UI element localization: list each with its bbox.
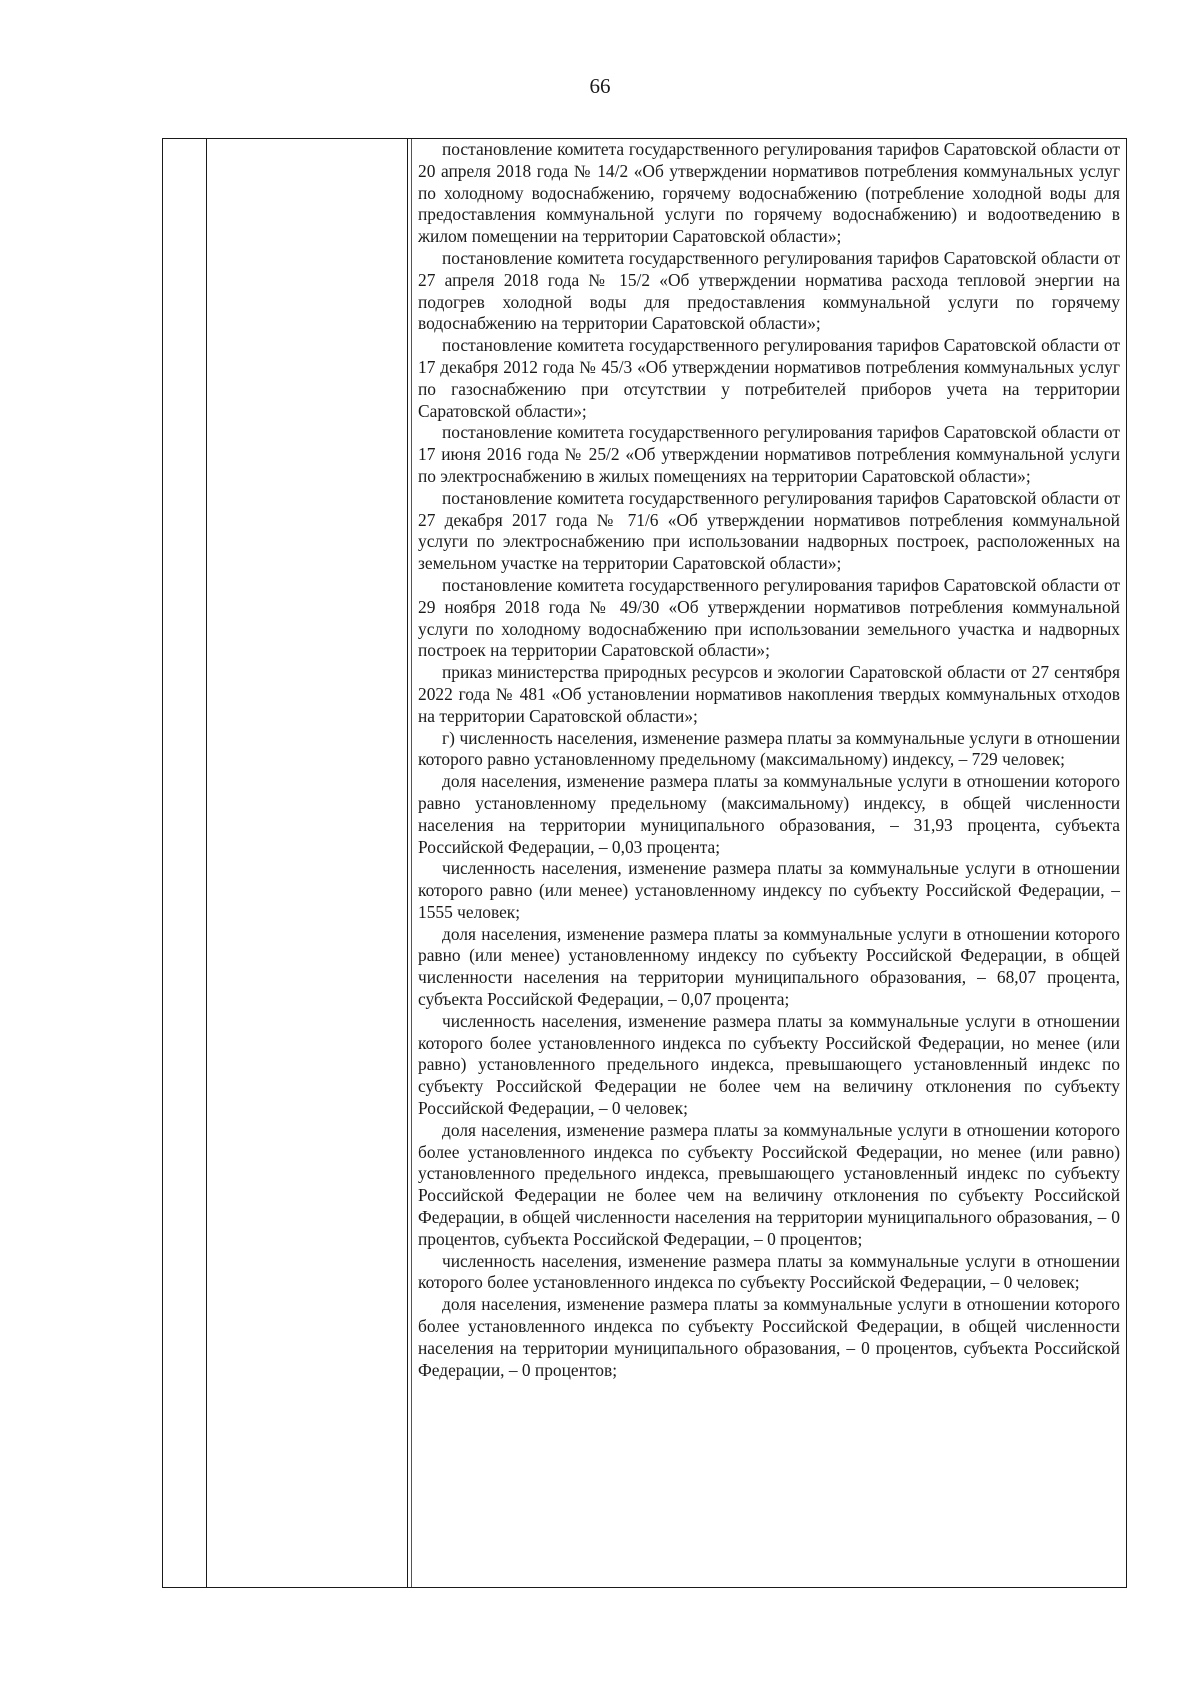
paragraph: доля населения, изменение размера платы за коммунальные услуги в отношении которого более установленного индекса по субъекту Российской Федерации, но менее (или равно) установленного предельного индекса, превышающего установленный индекс по субъекту Российской Федерации не более чем на величину отклонения по субъекту Российской Федерации, в общей численности населения на территории муниципального образования, – 0 процентов, субъекта Российской Федерации, – 0 процентов;	[418, 1119, 1120, 1249]
content-table	[162, 138, 1127, 1588]
paragraph: постановление комитета государственного регулирования тарифов Саратовской области от 20 апреля 2018 года № 14/2 «Об утверждении нормативов потребления коммунальных услуг по холодному водоснабжению, горячему водоснабжению (потребление холодной воды для предоставления коммунальной услуги по горячему водоснабжению) и водоотведению в жилом помещении на территории Саратовской области»;	[418, 139, 1120, 247]
paragraph: доля населения, изменение размера платы за коммунальные услуги в отношении которого равно (или менее) установленному индексу по субъекту Российской Федерации, в общей численности населения на территории муниципального образования, – 68,07 процента, субъекта Российской Федерации, – 0,07 процента;	[418, 923, 1120, 1010]
paragraph: доля населения, изменение размера платы за коммунальные услуги в отношении которого равно установленному предельному (максимальному) индексу, в общей численности населения на территории муниципального образования, – 31,93 процента, субъекта Российской Федерации, – 0,03 процента;	[418, 771, 1120, 857]
table-column-text	[411, 139, 1126, 1587]
paragraph: постановление комитета государственного регулирования тарифов Саратовской области от 27 апреля 2018 года № 15/2 «Об утверждении норматива расхода тепловой энергии на подогрев холодной воды для предоставления коммунальной услуги по горячему водоснабжению на территории Саратовской области»;	[418, 247, 1120, 334]
paragraph: приказ министерства природных ресурсов и экологии Саратовской области от 27 сентября 2022 года № 481 «Об установлении нормативов накопления твердых коммунальных отходов на территории Саратовской области»;	[418, 662, 1120, 726]
paragraph: постановление комитета государственного регулирования тарифов Саратовской области от 29 ноября 2018 года № 49/30 «Об утверждении нормативов потребления коммунальной услуги по холодному водоснабжению при использовании земельного участка и надворных построек на территории Саратовской области»;	[418, 574, 1120, 661]
paragraph: доля населения, изменение размера платы за коммунальные услуги в отношении которого более установленного индекса по субъекту Российской Федерации, в общей численности населения на территории муниципального образования, – 0 процентов, субъекта Российской Федерации, – 0 процентов;	[418, 1294, 1120, 1380]
paragraph: постановление комитета государственного регулирования тарифов Саратовской области от 17 декабря 2012 года № 45/3 «Об утверждении нормативов потребления коммунальных услуг по газоснабжению при отсутствии у потребителей приборов учета на территории Саратовской области»;	[418, 335, 1120, 421]
paragraph: постановление комитета государственного регулирования тарифов Саратовской области от 27 декабря 2017 года № 71/6 «Об утверждении нормативов потребления коммунальной услуги по электроснабжению при использовании надворных построек, расположенных на земельном участке на территории Саратовской области»;	[418, 487, 1120, 574]
paragraph: численность населения, изменение размера платы за коммунальные услуги в отношении которого равно (или менее) установленному индексу по субъекту Российской Федерации, – 1555 человек;	[418, 858, 1120, 922]
paragraph: численность населения, изменение размера платы за коммунальные услуги в отношении которого более установленного индекса по субъекту Российской Федерации, – 0 человек;	[418, 1250, 1120, 1293]
table-column-name	[207, 139, 408, 1587]
paragraph: численность населения, изменение размера платы за коммунальные услуги в отношении которого более установленного индекса по субъекту Российской Федерации, но менее (или равно) установленного предельного индекса, превышающего установленный индекс по субъекту Российской Федерации не более чем на величину отклонения по субъекту Российской Федерации, – 0 человек;	[418, 1010, 1120, 1119]
page-number: 66	[589, 74, 611, 98]
table-column-number	[163, 139, 207, 1587]
paragraph: г) численность населения, изменение размера платы за коммунальные услуги в отношении которого равно установленному предельному (максимальному) индексу, – 729 человек;	[418, 727, 1120, 770]
paragraph: постановление комитета государственного регулирования тарифов Саратовской области от 17 июня 2016 года № 25/2 «Об утверждении нормативов потребления коммунальной услуги по электроснабжению в жилых помещениях на территории Саратовской области»;	[418, 422, 1120, 486]
